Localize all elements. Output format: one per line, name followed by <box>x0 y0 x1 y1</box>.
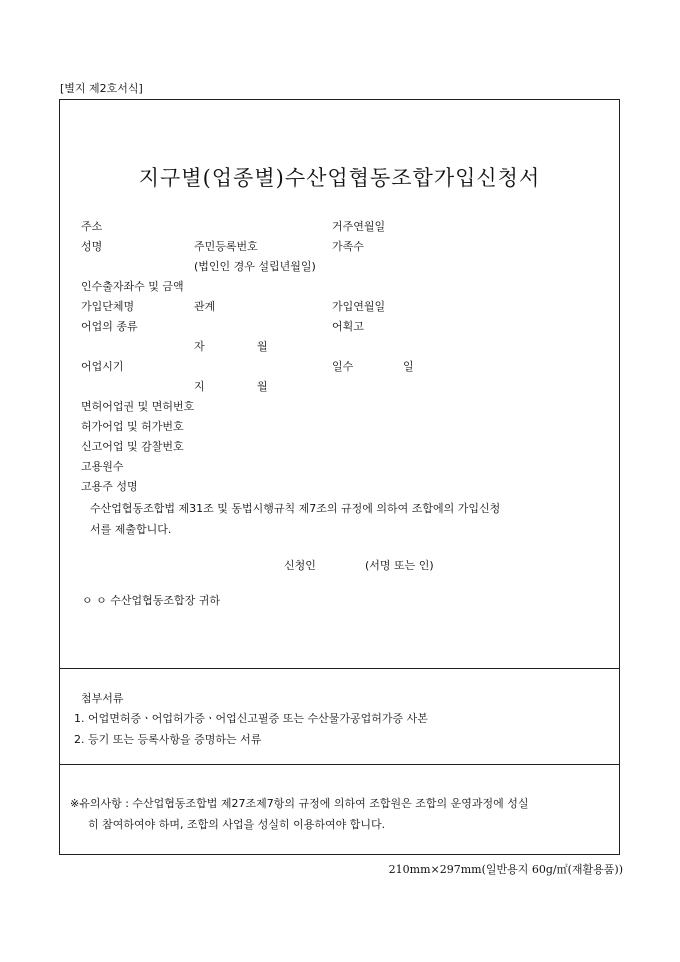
from-label: 자 <box>194 340 205 353</box>
shares-label: 인수출자좌수 및 금액 <box>81 280 184 293</box>
employees-label: 고용원수 <box>81 460 124 473</box>
permit-label: 허가어업 및 허가번호 <box>81 420 184 433</box>
form-number: [별지 제2호서식] <box>60 82 143 95</box>
statement-line-2: 서를 제출합니다. <box>90 523 172 536</box>
application-form <box>59 99 620 855</box>
form-title: 지구별(업종별)수산업협동조합가입신청서 <box>138 166 541 190</box>
employer-label: 고용주 성명 <box>81 480 138 493</box>
paper-size-note: 210mm×297mm(일반용지 60g/㎡(재활용품)) <box>388 863 623 876</box>
month-label-2: 월 <box>257 380 268 393</box>
to-label: 지 <box>194 380 205 393</box>
group-name-label: 가입단체명 <box>81 300 135 313</box>
day-unit: 일 <box>403 360 414 373</box>
family-count-label: 가족수 <box>332 240 364 253</box>
address-label: 주소 <box>81 220 103 233</box>
corp-note: (법인인 경우 설립년월일) <box>194 260 316 273</box>
relation-label: 관계 <box>194 300 216 313</box>
fishery-type-label: 어업의 종류 <box>81 320 138 333</box>
section-divider <box>60 668 619 669</box>
residence-years-label: 거주연월일 <box>332 220 386 233</box>
attachment-item-1: 1. 어업면허증ㆍ어업허가증ㆍ어업신고필증 또는 수산물가공업허가증 사본 <box>74 712 428 725</box>
attachment-item-2: 2. 등기 또는 등록사항을 증명하는 서류 <box>74 733 262 746</box>
attachments-heading: 첨부서류 <box>81 692 124 705</box>
join-date-label: 가입연월일 <box>332 300 386 313</box>
notice-line-2: 히 참여하여야 하며, 조합의 사업을 성실히 이용하여야 합니다. <box>88 818 386 831</box>
report-label: 신고어업 및 감찰번호 <box>81 440 184 453</box>
statement-line-1: 수산업협동조합법 제31조 및 동법시행규칙 제7조의 규정에 의하여 조합에의 가입신청 <box>90 502 501 515</box>
month-label: 월 <box>257 340 268 353</box>
section-divider-2 <box>60 764 619 765</box>
days-label: 일수 <box>332 360 354 373</box>
license-label: 면허어업권 및 면허번호 <box>81 400 195 413</box>
applicant-label: 신청인 <box>284 559 316 572</box>
fishery-period-label: 어업시기 <box>81 360 124 373</box>
fishing-port-label: 어획고 <box>332 320 364 333</box>
name-label: 성명 <box>81 240 103 253</box>
resident-id-label: 주민등록번호 <box>194 240 258 253</box>
signature-note: (서명 또는 인) <box>365 559 434 572</box>
notice-line-1: ※유의사항 : 수산업협동조합법 제27조제7항의 규정에 의하여 조합원은 조합의 운영과정에 성실 <box>70 797 529 810</box>
addressee: ㅇ ㅇ 수산업협동조합장 귀하 <box>82 594 221 607</box>
